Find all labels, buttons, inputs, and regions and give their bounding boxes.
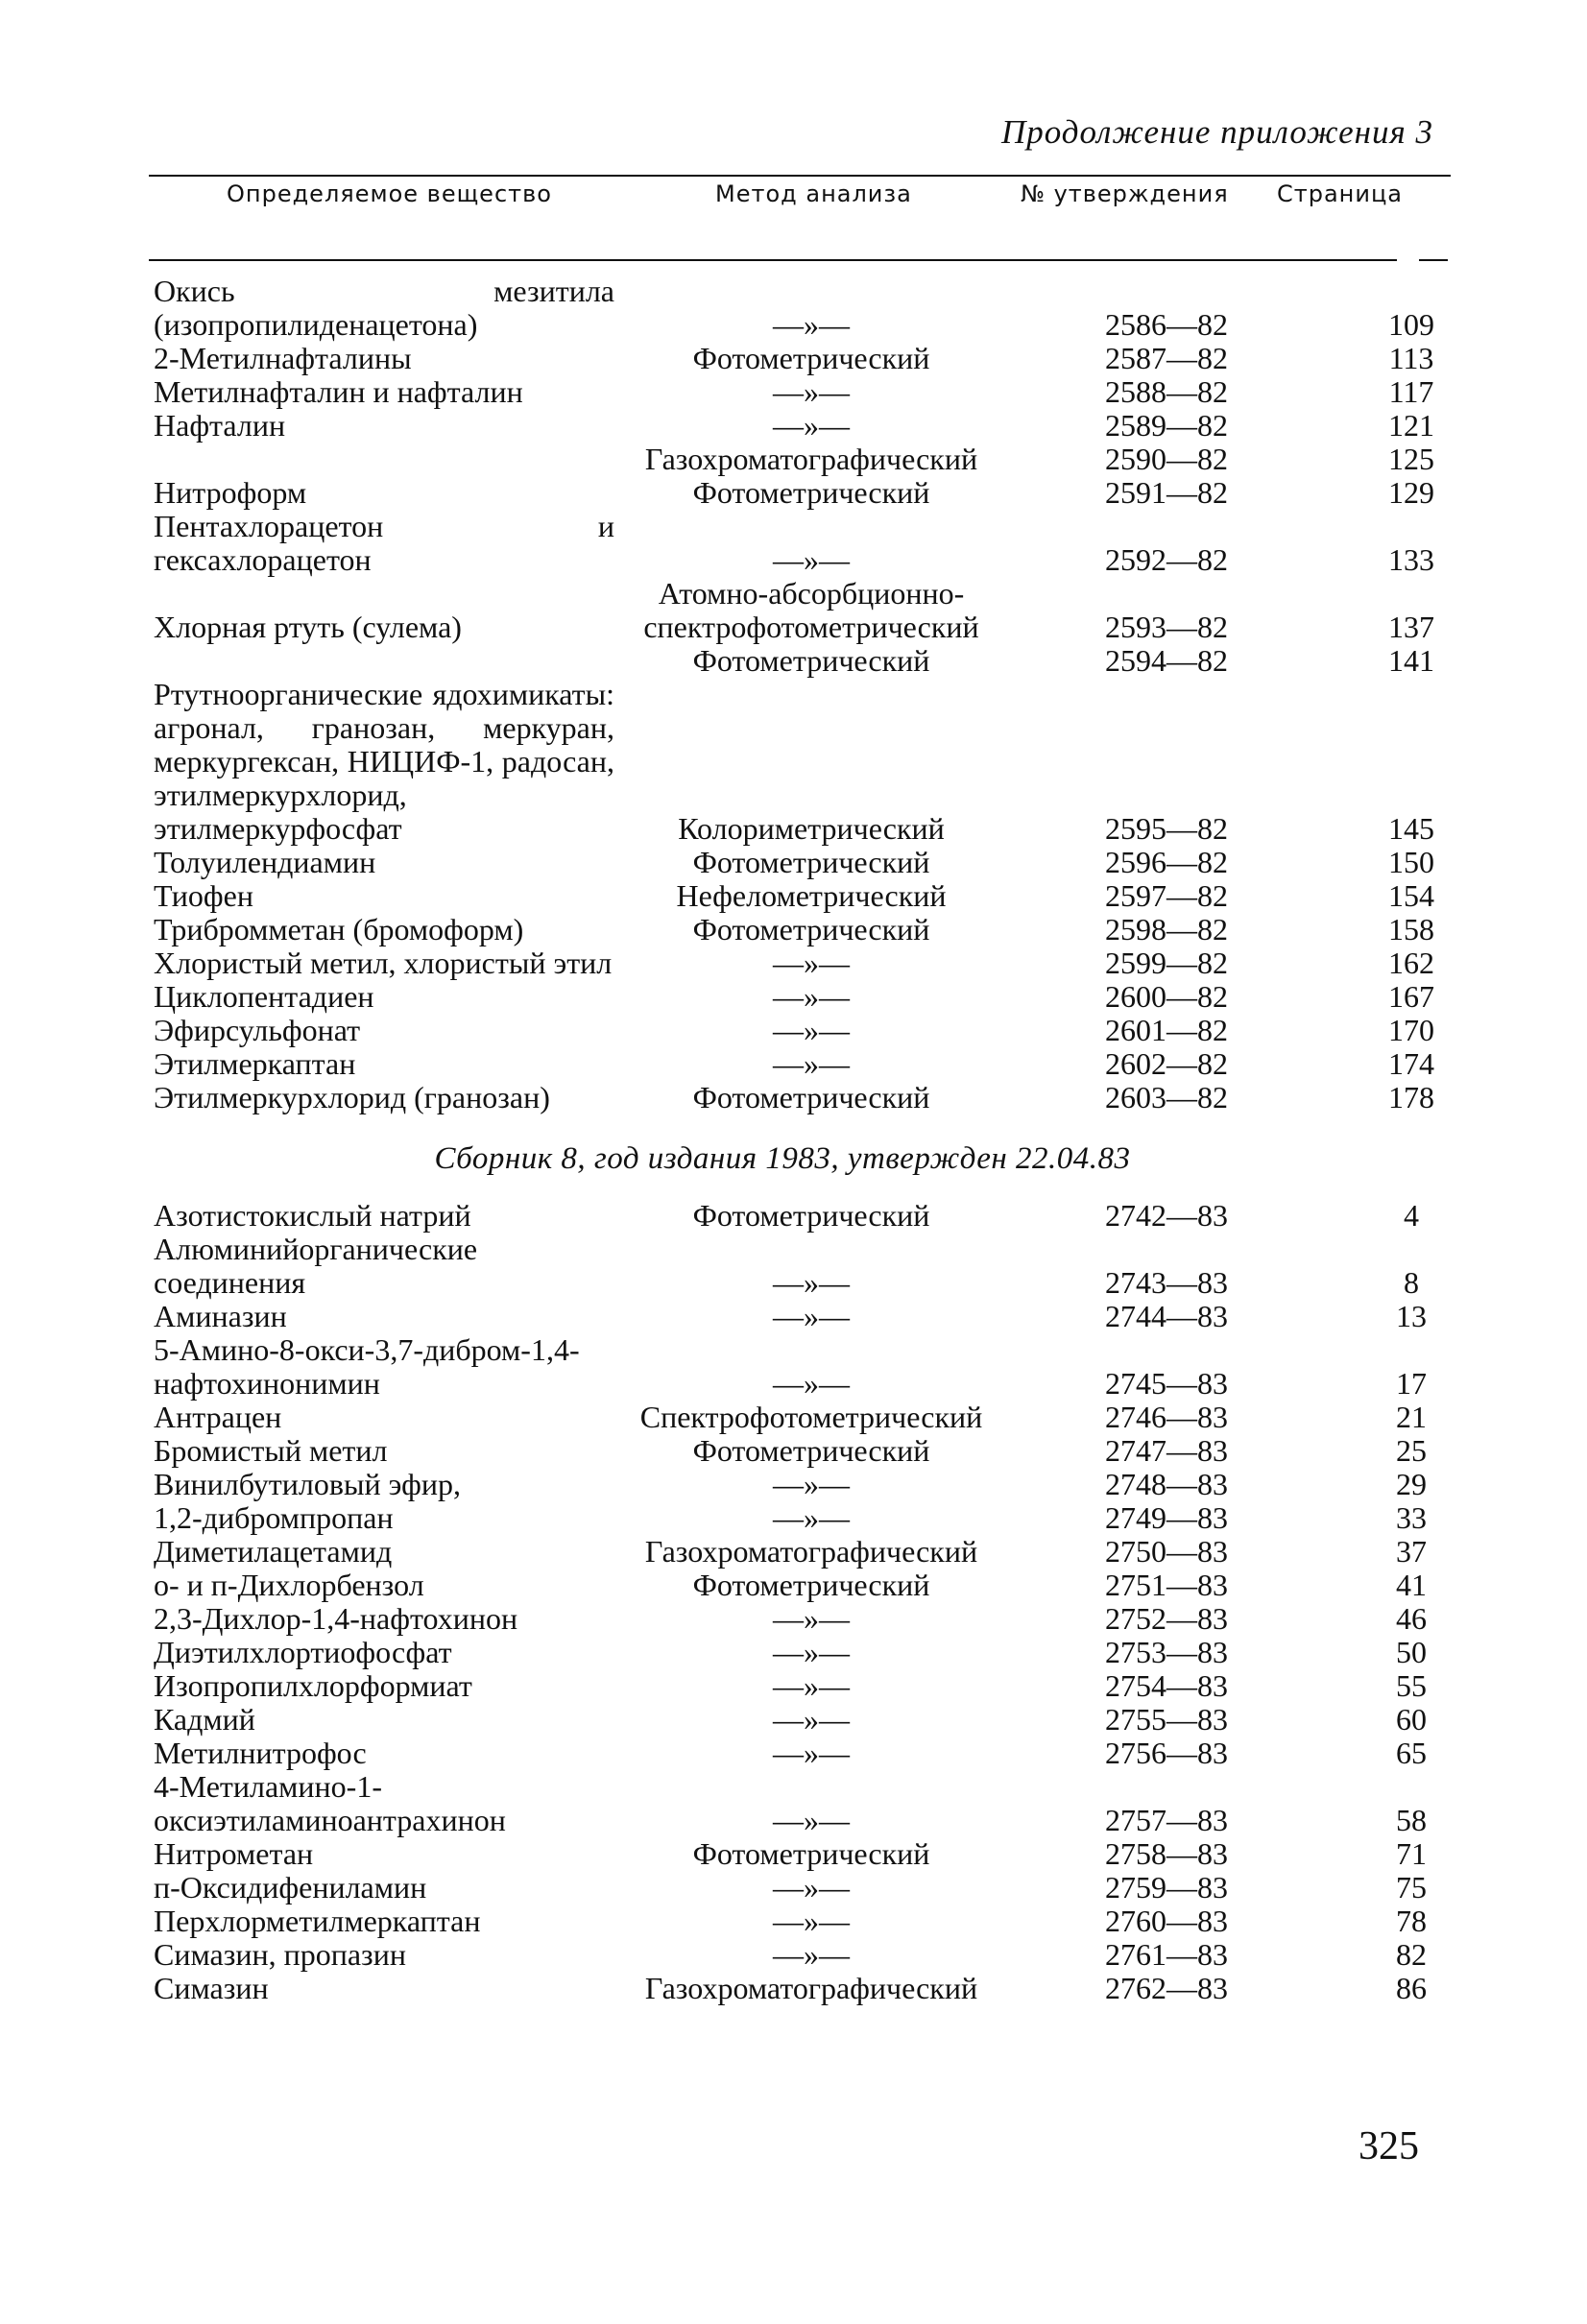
table-row <box>154 1433 1427 1468</box>
method-cell: Атомно-абсорбционно-спектрофотометрический <box>643 576 979 644</box>
substance-cell: о- и п-Дихлорбензол <box>154 1568 424 1602</box>
page-cell: 60 <box>1396 1702 1427 1737</box>
approval-number-cell: 2756—83 <box>1105 1736 1228 1770</box>
substance-cell: 4-Метиламино-1-оксиэтиламиноантрахинон <box>154 1769 506 1837</box>
table-row <box>154 1500 1427 1535</box>
table-row <box>154 475 1434 510</box>
page-cell: 55 <box>1396 1668 1427 1703</box>
method-cell: —»— <box>773 1937 850 1972</box>
substance-cell: Диметилацетамид <box>154 1534 393 1569</box>
page-cell: 25 <box>1396 1433 1427 1468</box>
page-cell: 170 <box>1388 1013 1434 1047</box>
page-cell: 129 <box>1388 475 1434 510</box>
page-cell: 75 <box>1396 1870 1427 1905</box>
substance-cell: п-Оксидифениламин <box>154 1870 427 1905</box>
substance-cell: Кадмий <box>154 1702 255 1737</box>
approval-number-cell: 2588—82 <box>1105 374 1228 409</box>
substance-cell: Хлористый метил, хлористый этил <box>154 946 613 980</box>
method-cell: —»— <box>773 1601 850 1636</box>
method-cell: —»— <box>773 946 850 980</box>
method-cell: Фотометрический <box>692 475 930 510</box>
substance-cell: 2-Метилнафталины <box>154 341 412 375</box>
running-head: Продолжение приложения 3 <box>1000 113 1433 151</box>
approval-number-cell: 2751—83 <box>1105 1568 1228 1602</box>
table-row <box>154 1601 1427 1636</box>
method-cell: Спектрофотометрический <box>639 1400 983 1434</box>
method-cell: —»— <box>773 374 850 409</box>
page-cell: 29 <box>1396 1467 1427 1501</box>
method-cell: Колориметрический <box>678 811 945 846</box>
table-row <box>154 979 1434 1014</box>
table-row <box>154 878 1434 913</box>
table-row <box>154 1400 1427 1434</box>
substance-cell: Винилбутиловый эфир, <box>154 1467 461 1501</box>
table-row <box>154 1568 1427 1602</box>
approval-number-cell: 2600—82 <box>1105 979 1228 1014</box>
table-row <box>154 1534 1427 1569</box>
page-cell: 41 <box>1396 1568 1427 1602</box>
substance-cell: Метилнафталин и нафталин <box>154 374 523 409</box>
table-row <box>154 1668 1427 1703</box>
method-cell: —»— <box>773 1299 850 1333</box>
table-row <box>154 845 1434 879</box>
page-cell: 174 <box>1388 1046 1434 1081</box>
page-cell: 50 <box>1396 1635 1427 1669</box>
method-cell: Фотометрический <box>692 1080 930 1114</box>
substance-cell: Аминазин <box>154 1299 287 1333</box>
substance-cell: Нитроформ <box>154 475 307 510</box>
substance-cell: Окись мезитила (изопропилиденацетона) <box>154 274 614 342</box>
table-row <box>154 1080 1434 1114</box>
method-cell: Фотометрический <box>692 341 930 375</box>
page-cell: 33 <box>1396 1500 1427 1535</box>
approval-number-cell: 2743—83 <box>1105 1265 1228 1300</box>
table-row <box>154 509 1434 577</box>
table-row <box>154 1046 1434 1081</box>
approval-number-cell: 2749—83 <box>1105 1500 1228 1535</box>
method-cell: —»— <box>773 1803 850 1837</box>
method-cell: —»— <box>773 979 850 1014</box>
substance-cell: Изопропилхлорформиат <box>154 1668 472 1703</box>
page-number: 325 <box>1359 2124 1419 2168</box>
substance-cell: Антрацен <box>154 1400 282 1434</box>
method-cell: —»— <box>773 1366 850 1401</box>
approval-number-cell: 2750—83 <box>1105 1534 1228 1569</box>
method-cell: —»— <box>773 1265 850 1300</box>
page-cell: 150 <box>1388 845 1434 879</box>
substance-cell: Метилнитрофос <box>154 1736 367 1770</box>
substance-cell: Азотистокислый натрий <box>154 1198 471 1233</box>
page-cell: 37 <box>1396 1534 1427 1569</box>
approval-number-cell: 2754—83 <box>1105 1668 1228 1703</box>
header-top-rule <box>149 175 1451 177</box>
table-row <box>154 1971 1427 2005</box>
substance-cell: Бромистый метил <box>154 1433 388 1468</box>
page-cell: 58 <box>1396 1803 1427 1837</box>
substance-cell: Нитрометан <box>154 1836 314 1871</box>
substance-cell: Хлорная ртуть (сулема) <box>154 610 462 644</box>
page-cell: 46 <box>1396 1601 1427 1636</box>
table-body-part2 <box>154 1198 1427 2005</box>
page-cell: 117 <box>1388 374 1434 409</box>
table-row <box>154 1467 1427 1501</box>
substance-cell: Диэтилхлортиофосфат <box>154 1635 452 1669</box>
approval-number-cell: 2746—83 <box>1105 1400 1228 1434</box>
method-cell: —»— <box>773 1736 850 1770</box>
approval-number-cell: 2759—83 <box>1105 1870 1228 1905</box>
approval-number-cell: 2596—82 <box>1105 845 1228 879</box>
table-row <box>154 643 1434 678</box>
method-cell: Газохроматографический <box>644 442 978 476</box>
column-header-substance: Определяемое вещество <box>227 180 552 207</box>
table-row <box>154 912 1434 946</box>
table-row <box>154 576 1434 644</box>
page-cell: 13 <box>1396 1299 1427 1333</box>
method-cell: Нефелометрический <box>676 878 947 913</box>
method-cell: —»— <box>773 1870 850 1905</box>
table-row <box>154 1013 1434 1047</box>
substance-cell: 2,3-Дихлор-1,4-нафтохинон <box>154 1601 518 1636</box>
method-cell: Газохроматографический <box>644 1534 978 1569</box>
page-cell: 167 <box>1388 979 1434 1014</box>
approval-number-cell: 2586—82 <box>1105 307 1228 342</box>
method-cell: Фотометрический <box>692 1836 930 1871</box>
page-cell: 125 <box>1388 442 1434 476</box>
substance-cell: Перхлорметилмеркаптан <box>154 1904 481 1938</box>
registry-table <box>154 274 1434 2005</box>
column-header-page: Страница <box>1277 180 1404 207</box>
column-header-method: Метод анализа <box>715 180 912 207</box>
method-cell: Фотометрический <box>692 643 930 678</box>
method-cell: Фотометрический <box>692 912 930 946</box>
page-cell: 154 <box>1388 878 1434 913</box>
method-cell: Газохроматографический <box>644 1971 978 2005</box>
approval-number-cell: 2598—82 <box>1105 912 1228 946</box>
approval-number-cell: 2742—83 <box>1105 1198 1228 1233</box>
method-cell: Фотометрический <box>692 1568 930 1602</box>
approval-number-cell: 2597—82 <box>1105 878 1228 913</box>
substance-cell: Нафталин <box>154 408 286 443</box>
table-row <box>154 1299 1427 1333</box>
table-row <box>154 1198 1419 1233</box>
page-cell: 137 <box>1388 610 1434 644</box>
table-row <box>154 1702 1427 1737</box>
table-row <box>154 946 1434 980</box>
table-row <box>154 1937 1427 1972</box>
method-cell: —»— <box>773 1635 850 1669</box>
approval-number-cell: 2595—82 <box>1105 811 1228 846</box>
table-row <box>154 374 1434 409</box>
substance-cell: Симазин, пропазин <box>154 1937 406 1972</box>
table-row <box>154 1635 1427 1669</box>
method-cell: —»— <box>773 1046 850 1081</box>
page-cell: 65 <box>1396 1736 1427 1770</box>
table-row <box>154 1736 1427 1770</box>
method-cell: —»— <box>773 1702 850 1737</box>
substance-cell: Циклопентадиен <box>154 979 374 1014</box>
section-title: Сборник 8, год издания 1983, утвержден 22.04.83 <box>434 1141 1131 1176</box>
method-cell: Фотометрический <box>692 1198 930 1233</box>
method-cell: —»— <box>773 1467 850 1501</box>
approval-number-cell: 2760—83 <box>1105 1904 1228 1938</box>
method-cell: —»— <box>773 1500 850 1535</box>
method-cell: —»— <box>773 307 850 342</box>
substance-cell: Толуилендиамин <box>154 845 376 879</box>
substance-cell: 5-Амино-8-окси-3,7-дибром-1,4-нафтохинонимин <box>154 1332 580 1401</box>
page-cell: 133 <box>1388 542 1434 577</box>
substance-cell: Тиофен <box>154 878 253 913</box>
method-cell: —»— <box>773 1013 850 1047</box>
page-cell: 113 <box>1388 341 1434 375</box>
approval-number-cell: 2589—82 <box>1105 408 1228 443</box>
substance-cell: Трибромметан (бромоформ) <box>154 912 524 946</box>
substance-cell: Этилмеркаптан <box>154 1046 356 1081</box>
approval-number-cell: 2593—82 <box>1105 610 1228 644</box>
approval-number-cell: 2745—83 <box>1105 1366 1228 1401</box>
page-cell: 178 <box>1388 1080 1434 1114</box>
substance-cell: Пентахлорацетон и гексахлорацетон <box>154 509 614 577</box>
approval-number-cell: 2753—83 <box>1105 1635 1228 1669</box>
page-cell: 71 <box>1396 1836 1427 1871</box>
header-bottom-rule <box>149 259 1397 261</box>
substance-cell: Алюминийорганические соединения <box>154 1232 478 1300</box>
substance-cell: Этилмеркурхлорид (гранозан) <box>154 1080 550 1114</box>
substance-cell: Эфирсульфонат <box>154 1013 361 1047</box>
substance-cell: 1,2-дибромпропан <box>154 1500 394 1535</box>
substance-cell: Ртутноорганические ядохимикаты: агронал, гранозан, меркуран, меркургексан, НИЦИФ-1, радосан, этилмеркурхлорид, этилмеркурфосфат <box>154 677 614 846</box>
method-cell: —»— <box>773 408 850 443</box>
page-cell: 86 <box>1396 1971 1427 2005</box>
method-cell: —»— <box>773 1668 850 1703</box>
table-row <box>154 341 1434 375</box>
approval-number-cell: 2599—82 <box>1105 946 1228 980</box>
approval-number-cell: 2587—82 <box>1105 341 1228 375</box>
approval-number-cell: 2590—82 <box>1105 442 1228 476</box>
table-row <box>154 1769 1427 1837</box>
table-row <box>154 1332 1427 1401</box>
method-cell: Фотометрический <box>692 845 930 879</box>
approval-number-cell: 2757—83 <box>1105 1803 1228 1837</box>
approval-number-cell: 2752—83 <box>1105 1601 1228 1636</box>
page-cell: 162 <box>1388 946 1434 980</box>
table-row <box>154 1836 1427 1871</box>
table-row <box>154 442 1434 476</box>
approval-number-cell: 2755—83 <box>1105 1702 1228 1737</box>
approval-number-cell: 2602—82 <box>1105 1046 1228 1081</box>
table-row <box>154 1232 1419 1300</box>
page-cell: 158 <box>1388 912 1434 946</box>
substance-cell: Симазин <box>154 1971 269 2005</box>
page-cell: 8 <box>1404 1265 1419 1300</box>
method-cell: Фотометрический <box>692 1433 930 1468</box>
table-row <box>154 274 1434 342</box>
approval-number-cell: 2592—82 <box>1105 542 1228 577</box>
column-header-number: № утверждения <box>1021 180 1229 207</box>
header-bottom-rule-tail <box>1419 259 1448 261</box>
page-cell: 109 <box>1388 307 1434 342</box>
approval-number-cell: 2601—82 <box>1105 1013 1228 1047</box>
page-cell: 17 <box>1396 1366 1427 1401</box>
page-cell: 82 <box>1396 1937 1427 1972</box>
table-row <box>154 408 1434 443</box>
approval-number-cell: 2594—82 <box>1105 643 1228 678</box>
table-row <box>154 677 1434 846</box>
table-row <box>154 1904 1427 1938</box>
page-cell: 145 <box>1388 811 1434 846</box>
approval-number-cell: 2762—83 <box>1105 1971 1228 2005</box>
page-cell: 4 <box>1404 1198 1419 1233</box>
page-cell: 121 <box>1388 408 1434 443</box>
approval-number-cell: 2744—83 <box>1105 1299 1228 1333</box>
method-cell: —»— <box>773 1904 850 1938</box>
approval-number-cell: 2591—82 <box>1105 475 1228 510</box>
method-cell: —»— <box>773 542 850 577</box>
approval-number-cell: 2758—83 <box>1105 1836 1228 1871</box>
approval-number-cell: 2747—83 <box>1105 1433 1228 1468</box>
approval-number-cell: 2603—82 <box>1105 1080 1228 1114</box>
table-row <box>154 1870 1427 1905</box>
approval-number-cell: 2748—83 <box>1105 1467 1228 1501</box>
table-body-part1 <box>154 274 1434 1114</box>
page-cell: 141 <box>1388 643 1434 678</box>
approval-number-cell: 2761—83 <box>1105 1937 1228 1972</box>
page-cell: 21 <box>1396 1400 1427 1434</box>
page-cell: 78 <box>1396 1904 1427 1938</box>
